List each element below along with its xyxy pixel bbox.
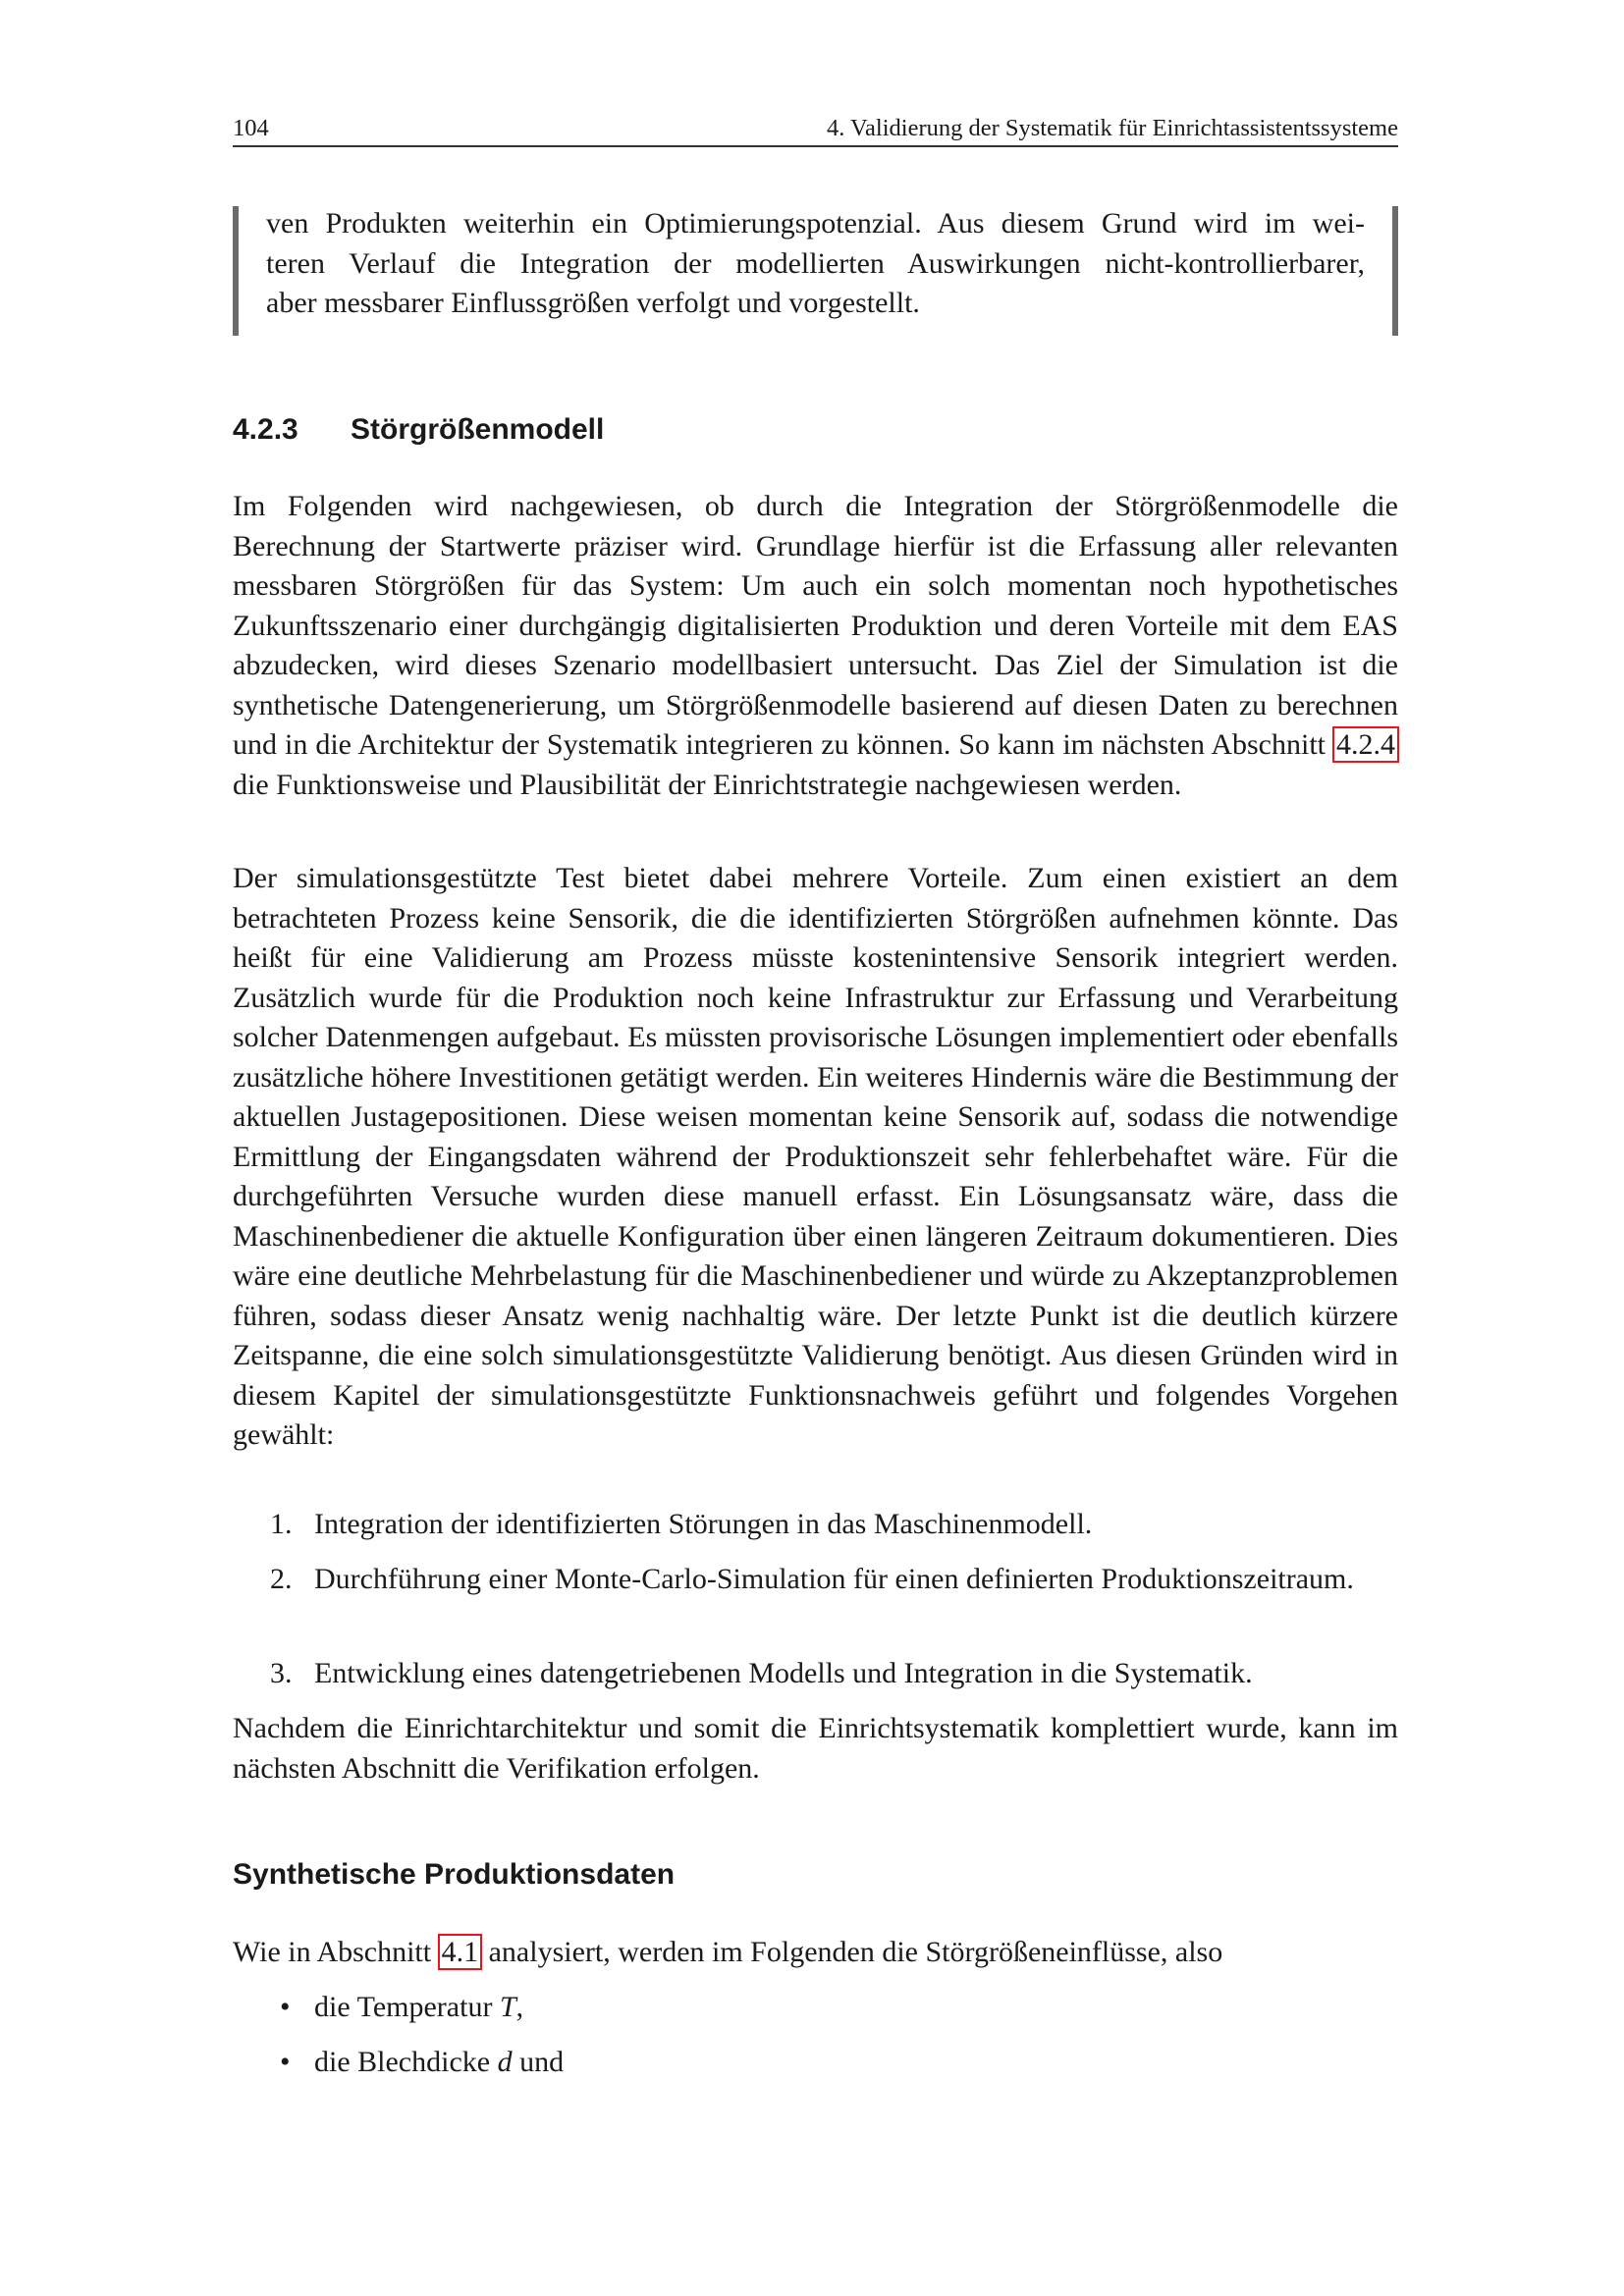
paragraph-intro-text: Im Folgenden wird nachgewiesen, ob durch die Integration der Störgrößenmodelle die Berechnung der Startwerte präziser wird. Grundlage hierfür ist die Erfassung aller relevanten messbaren Störgrößen für das System: Um auch ein solch momentan noch hypothetisches Zukunftsszenario einer durchgängig digitalisierten Produktion und deren Vorteile mit dem EAS abzudecken, wird dieses Szenario modellbasiert untersucht. Das Ziel der Simulation ist die synthetische Datengenerierung, um Störgrößenmodelle basierend auf diesen Daten zu berechnen und in die Architektur der Systematik integrieren zu können. So kann im nächsten Abschnitt [233, 490, 1398, 761]
bullet-suffix: und [519, 2046, 565, 2078]
paragraph-intro-text-cont: die Funktionsweise und Plausibilität der Einrichtstrategie nachgewiesen werden. [233, 768, 1182, 801]
highlighted-line-1: ven Produkten weiterhin ein Optimierungspotenzial. Aus diesem Grund wird im wei- [266, 207, 1365, 240]
highlighted-line-3: aber messbarer Einflussgrößen verfolgt und vorgestellt. [266, 287, 920, 319]
bullet-marker: • [280, 1991, 291, 2023]
bullet-text: die Temperatur [314, 1991, 493, 2023]
section-number: 4.2.3 [233, 413, 298, 446]
highlighted-paragraph-box [233, 204, 1398, 336]
list-item-text: Durchführung einer Monte-Carlo-Simulation für einen definierten Produktionszeitraum. [314, 1563, 1354, 1595]
math-symbol: T [499, 1991, 516, 2023]
page-header [233, 112, 1398, 147]
paragraph-advantages: Der simulationsgestützte Test bietet dabei mehrere Vorteile. Zum einen existiert an dem betrachteten Prozess keine Sensorik, die die identifizierten Störgrößen aufnehmen könnte. Das heißt für eine Validierung am Prozess müsste kostenintensive Sensorik integriert werden. Zusätzlich wurde für die Produktion noch keine Infrastruktur zur Erfassung und Verarbeitung solcher Datenmengen aufgebaut. Es müssten provisorische Lösungen implementiert oder ebenfalls zusätzliche höhere Investitionen getätigt werden. Ein weiteres Hindernis wäre die Bestimmung der aktuellen Justagepositionen. Diese weisen momentan keine Sensorik auf, sodass die notwendige Ermittlung der Eingangsdaten während der Produktionszeit sehr fehlerbehaftet wäre. Für die durchgeführten Versuche wurden diese manuell erfasst. Ein Lösungsansatz wäre, dass die Maschinenbediener die aktuelle Konfiguration über einen längeren Zeitraum dokumentieren. Dies wäre eine deutliche Mehrbelastung für die Maschinenbediener und würde zu Akzeptanzproblemen führen, sodass dieser Ansatz wenig nachhaltig wäre. Der letzte Punkt ist die deutlich kürzere Zeitspanne, die eine solch simulationsgestützte Validierung benötigt. Aus diesen Gründen wird in diesem Kapitel der simulationsgestützte Funktionsnachweis geführt und folgendes Vorgehen gewählt: [233, 862, 1398, 1451]
paragraph-disturbances-text: Wie in Abschnitt [233, 1936, 432, 1968]
math-symbol: d [497, 2046, 513, 2078]
bullet-text: die Blechdicke [314, 2046, 491, 2078]
section-title: Störgrößenmodell [351, 413, 605, 446]
highlighted-line-2: teren Verlauf die Integration der modellierten Auswirkungen nicht-kontrollierbarer, [266, 246, 1365, 280]
section-heading [233, 410, 604, 450]
bullet-marker: • [280, 2046, 291, 2078]
box-left-bar [233, 206, 239, 336]
list-marker: 1. [270, 1508, 293, 1540]
running-chapter-title: 4. Validierung der Systematik für Einrichtassistentssysteme [826, 115, 1398, 141]
bullet-suffix: , [515, 1991, 524, 2023]
paragraph-transition: Nachdem die Einrichtarchitektur und somit die Einrichtsystematik komplettiert wurde, kann im nächsten Abschnitt die Verifikation erfolgen. [233, 1712, 1398, 1785]
box-right-bar [1392, 206, 1398, 336]
paragraph-disturbances [233, 1933, 1398, 1973]
section-link-4-1[interactable]: 4.1 [438, 1934, 483, 1970]
subsection-heading: Synthetische Produktionsdaten [233, 1858, 676, 1891]
list-marker: 3. [270, 1657, 293, 1689]
list-item-text: Entwicklung eines datengetriebenen Modells und Integration in die Systematik. [314, 1657, 1253, 1689]
list-marker: 2. [270, 1563, 293, 1595]
list-item-text [314, 2043, 1398, 2083]
section-link-4-2-4[interactable]: 4.2.4 [1332, 726, 1399, 763]
paragraph-intro [233, 487, 1398, 805]
highlighted-paragraph [266, 204, 1365, 324]
page-number: 104 [233, 115, 269, 141]
paragraph-disturbances-text-cont: analysiert, werden im Folgenden die Störgrößeneinflüsse, also [488, 1936, 1223, 1968]
list-item-text: Integration der identifizierten Störungen in das Maschinenmodell. [314, 1508, 1093, 1540]
list-item-text [314, 1988, 1398, 2028]
